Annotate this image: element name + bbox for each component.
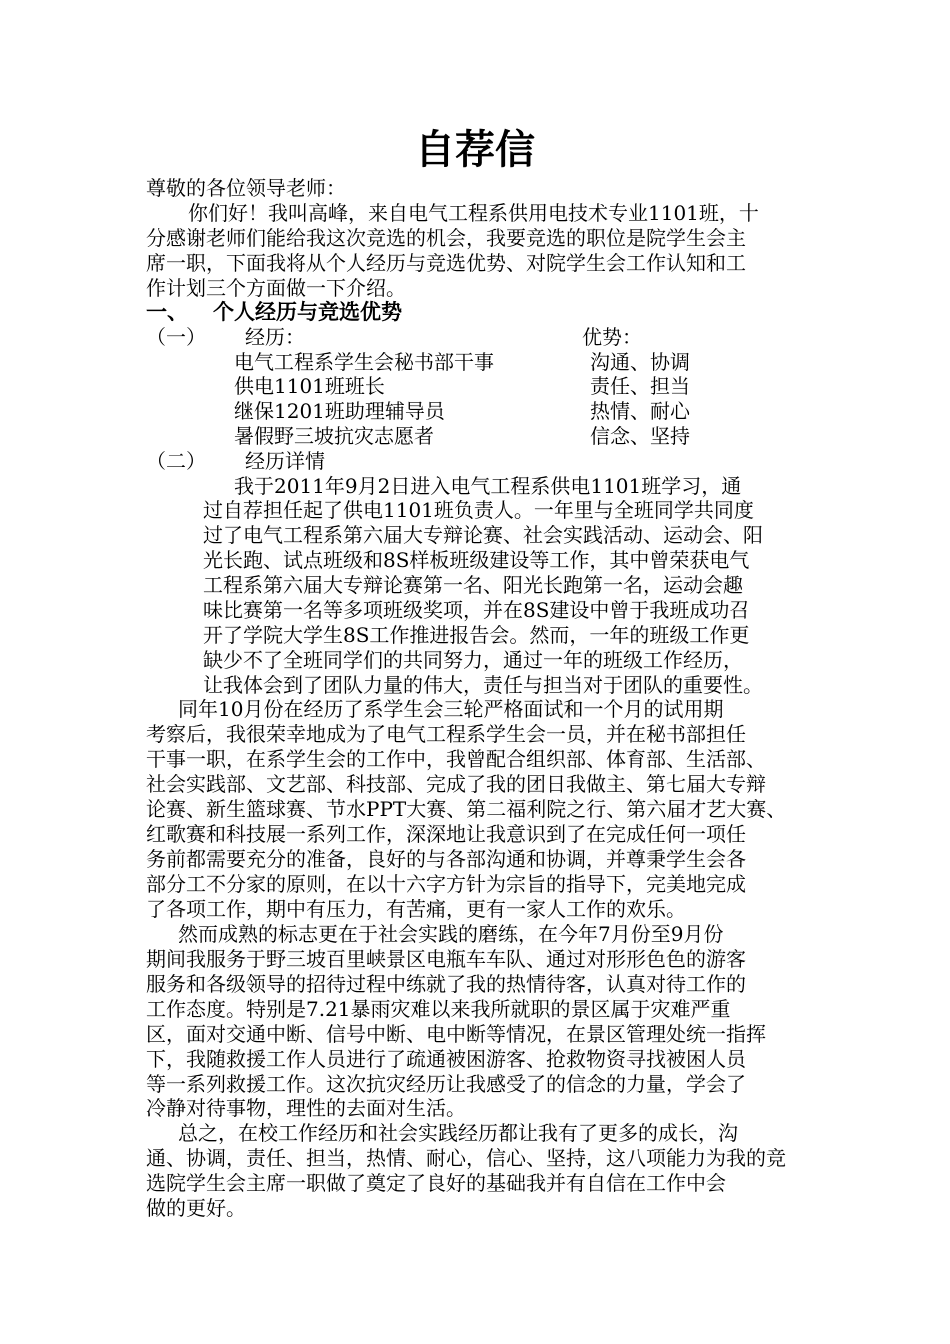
body-line: 工作态度。特别是7.21暴雨灾难以来我所就职的景区属于灾难严重 xyxy=(146,997,731,1021)
detail-line: 工程系第六届大专辩论赛第一名、阳光长跑第一名，运动会趣 xyxy=(203,573,743,597)
detail-line: 开了学院大学生8S工作推进报告会。然而，一年的班级工作更 xyxy=(203,623,750,647)
body-line: 通、协调，责任、担当，热情、耐心，信心、坚持，这八项能力为我的竞 xyxy=(146,1146,786,1170)
body-line: 然而成熟的标志更在于社会实践的磨练，在今年7月份至9月份 xyxy=(178,922,724,946)
detail-line: 过自荐担任起了供电1101班负责人。一年里与全班同学共同度 xyxy=(203,498,754,522)
experience-label: 经历： xyxy=(245,325,305,349)
section1-heading: 个人经历与竞选优势 xyxy=(213,299,402,324)
body-line: 服务和各级领导的招待过程中练就了我的热情待客，认真对待工作的 xyxy=(146,972,746,996)
detail-line: 味比赛第一名等多项班级奖项，并在8S建设中曾于我班成功召 xyxy=(203,598,750,622)
body-line: 做的更好。 xyxy=(146,1196,246,1220)
body-line: 务前都需要充分的准备，良好的与各部沟通和协调，并尊秉学生会各 xyxy=(146,847,746,871)
body-line: 冷静对待事物，理性的去面对生活。 xyxy=(146,1096,466,1120)
intro-line: 分感谢老师们能给我这次竞选的机会，我要竞选的职位是院学生会主 xyxy=(146,226,746,250)
detail-line: 我于2011年9月2日进入电气工程系供电1101班学习，通 xyxy=(234,474,742,498)
sub2-heading: 经历详情 xyxy=(245,449,325,473)
experience-item: 电气工程系学生会秘书部干事 xyxy=(234,350,494,374)
body-line: 同年10月份在经历了系学生会三轮严格面试和一个月的试用期 xyxy=(178,697,724,721)
body-line: 期间我服务于野三坡百里峡景区电瓶车车队、通过对形形色色的游客 xyxy=(146,947,746,971)
detail-line: 光长跑、试点班级和8S样板班级建设等工作，其中曾荣获电气 xyxy=(203,548,750,572)
body-line: 考察后，我很荣幸地成为了电气工程系学生会一员，并在秘书部担任 xyxy=(146,722,746,746)
advantage-item: 热情、耐心 xyxy=(590,399,690,423)
body-line: 下，我随救援工作人员进行了疏通被困游客、抢救物资寻找被困人员 xyxy=(146,1047,746,1071)
body-line: 干事一职，在系学生会的工作中，我曾配合组织部、体育部、生活部、 xyxy=(146,747,766,771)
advantage-item: 信念、坚持 xyxy=(590,424,690,448)
sub1-number: （一） xyxy=(146,325,206,349)
advantage-item: 责任、担当 xyxy=(590,374,690,398)
advantage-item: 沟通、协调 xyxy=(590,350,690,374)
letter-title: 自荐信 xyxy=(415,126,535,173)
body-line: 社会实践部、文艺部、科技部、完成了我的团日我做主、第七届大专辩 xyxy=(146,772,766,796)
body-line: 等一系列救援工作。这次抗灾经历让我感受了的信念的力量，学会了 xyxy=(146,1072,746,1096)
detail-line: 过了电气工程系第六届大专辩论赛、社会实践活动、运动会、阳 xyxy=(203,523,763,547)
section1-number: 一、 xyxy=(146,299,188,324)
sub2-number: （二） xyxy=(146,449,206,473)
experience-item: 暑假野三坡抗灾志愿者 xyxy=(234,424,434,448)
body-line: 部分工不分家的原则，在以十六字方针为宗旨的指导下，完美地完成 xyxy=(146,872,746,896)
body-line: 论赛、新生篮球赛、节水PPT大赛、第二福利院之行、第六届才艺大赛、 xyxy=(146,797,787,821)
detail-line: 让我体会到了团队力量的伟大，责任与担当对于团队的重要性。 xyxy=(203,673,763,697)
body-line: 区，面对交通中断、信号中断、电中断等情况，在景区管理处统一指挥 xyxy=(146,1022,766,1046)
intro-line: 你们好！我叫高峰，来自电气工程系供用电技术专业1101班，十 xyxy=(188,201,759,225)
experience-item: 供电1101班班长 xyxy=(234,374,385,398)
intro-line: 席一职，下面我将从个人经历与竞选优势、对院学生会工作认知和工 xyxy=(146,251,746,275)
body-line: 总之，在校工作经历和社会实践经历都让我有了更多的成长，沟 xyxy=(178,1121,738,1145)
intro-line: 作计划三个方面做一下介绍。 xyxy=(146,276,406,300)
salutation: 尊敬的各位领导老师： xyxy=(146,176,346,200)
body-line: 了各项工作，期中有压力，有苦痛，更有一家人工作的欢乐。 xyxy=(146,897,686,921)
body-line: 选院学生会主席一职做了奠定了良好的基础我并有自信在工作中会 xyxy=(146,1171,726,1195)
advantage-label: 优势： xyxy=(582,325,642,349)
detail-line: 缺少不了全班同学们的共同努力，通过一年的班级工作经历， xyxy=(203,648,743,672)
experience-item: 继保1201班助理辅导员 xyxy=(234,399,445,423)
body-line: 红歌赛和科技展一系列工作，深深地让我意识到了在完成任何一项任 xyxy=(146,822,746,846)
